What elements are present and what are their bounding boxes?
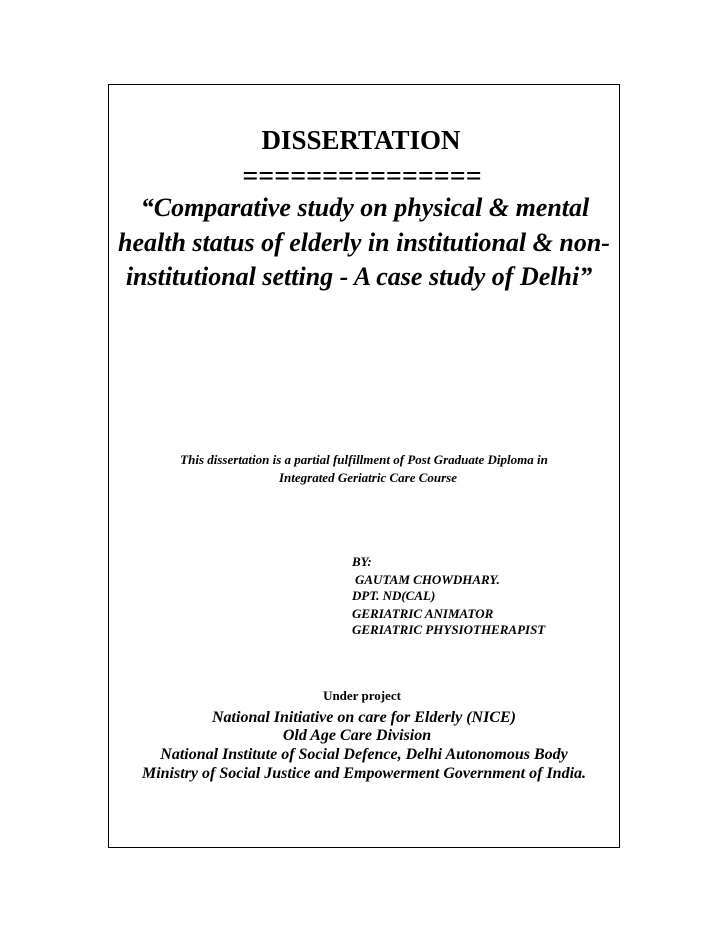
by-label: BY: [352,554,372,569]
document-heading: DISSERTATION [261,125,461,155]
purpose-line-1: This dissertation is a partial fulfillment of Post Graduate Diploma in [180,452,548,467]
organization-line-4: Ministry of Social Justice and Empowerment Government of India. [141,765,587,782]
organization-line-3: National Institute of Social Defence, Delhi Autonomous Body [160,746,568,763]
author-degree: DPT. ND(CAL) [352,588,436,603]
organization-line-2: Old Age Care Division [282,727,432,744]
author-role-animator: GERIATRIC ANIMATOR [352,606,494,621]
title-line-1: “Comparative study on physical & mental [140,193,590,222]
under-project-label: Under project [323,688,401,703]
author-role-physiotherapist: GERIATRIC PHYSIOTHERAPIST [352,622,546,637]
heading-underline: =============== [242,161,482,192]
title-line-3: institutional setting - A case study of Delhi” [125,262,593,291]
purpose-line-2: Integrated Geriatric Care Course [278,470,458,485]
title-line-2: health status of elderly in institutional & non- [118,228,610,257]
author-name: GAUTAM CHOWDHARY. [355,572,500,587]
organization-line-1: National Initiative on care for Elderly (NICE) [212,709,516,726]
